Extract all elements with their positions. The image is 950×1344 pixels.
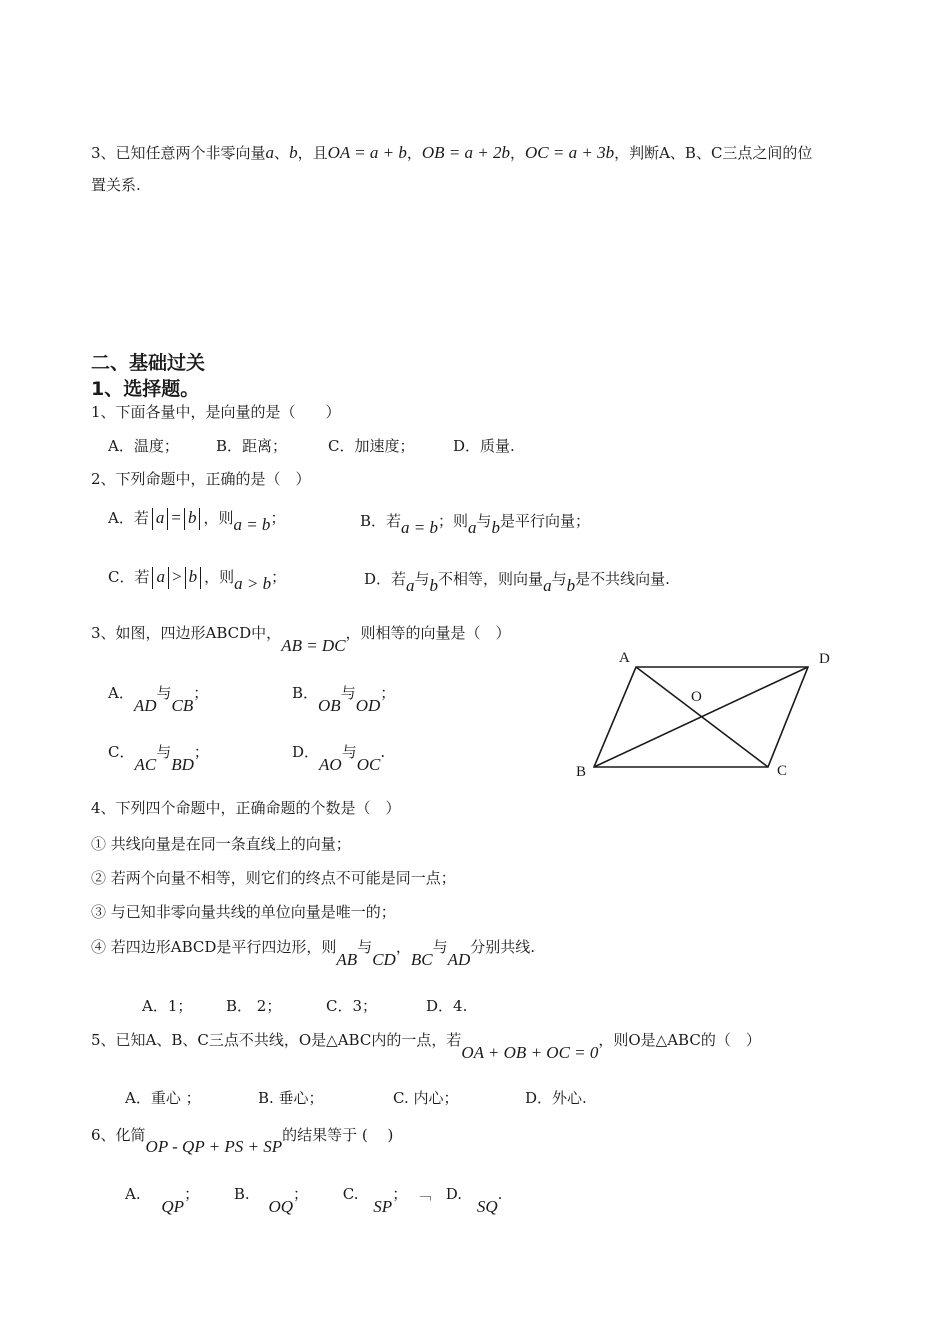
q3-intro-line2: 置关系. [91,176,141,194]
q4-option-d: D．4. [426,997,468,1015]
vector-ob: OB [318,696,341,715]
q3-intro-mid: ，且 [297,144,328,162]
vertex-label-c: C [777,763,788,779]
q4-option-b: B． 2； [226,997,282,1015]
q2-c-pre: C．若 [108,568,150,586]
q3-intro-sep: 、 [274,144,290,162]
q2-c-then: ，则 [204,568,235,586]
q3-intro-prefix: 3、已知任意两个非零向量 [91,144,266,162]
q5-option-b: B. 垂心； [258,1089,324,1107]
q3-a-end: ； [193,684,209,702]
q6-options [125,1183,503,1216]
q2-d-with: 与 [551,570,567,588]
vector-a: a [543,576,552,595]
q2-c-conclusion: a > b [234,574,272,593]
q5-stem-pre: 5、已知A、B、C三点不共线，O是△ABC内的一点，若 [91,1031,462,1049]
q3-option-c [108,741,209,774]
section-title: 二、基础过关 [91,352,206,374]
q4-s4-with: 与 [432,938,448,956]
q2-option-d [364,568,670,595]
q2-b-with: 与 [476,512,492,530]
stray-mark: ﹁ [415,1185,431,1203]
vector-qp: QP [161,1197,185,1216]
q6-b-end: ； [293,1185,309,1203]
q2-a-end: ； [270,509,286,527]
q2-a-conclusion: a = b [233,515,271,534]
vector-oq: OQ [268,1197,293,1216]
q2-a-then: ，则 [203,509,234,527]
vector-a: a [265,143,275,162]
greater-than-sign: > [171,567,182,586]
vector-oc: OC [356,755,381,774]
q6-stem-pre: 6、化简 [91,1126,146,1144]
q2-d-with: 与 [414,570,430,588]
q3-d-with: 与 [341,743,357,761]
q6-stem-expression: OP - QP + PS + SP [145,1137,283,1156]
q1-option-a: A．温度； [108,437,179,455]
q4-s4-end: 分别共线. [470,938,536,956]
vector-sp: SP [373,1197,393,1216]
vector-cd: CD [372,950,396,969]
q2-d-pre: D．若 [364,570,407,588]
vector-b: b [491,518,501,537]
vector-ab: AB [336,950,358,969]
vector-b: b [289,143,298,162]
q3-b-end: ； [380,684,396,702]
q4-s4-with: 与 [357,938,373,956]
q4-statement-1: ① 共线向量是在同一条直线上的向量； [91,835,351,853]
q1-option-d: D．质量. [453,437,515,455]
q6-stem [91,1124,394,1156]
q6-d-end: . [497,1185,503,1203]
q4-statement-4 [91,936,536,969]
oa-expression: OA = a + b [327,143,407,162]
q3-stem [91,622,511,655]
q3-stem-post: ，则相等的向量是（ ） [345,624,511,642]
oc-expression: OC = a + 3b [525,143,615,162]
vector-sq: SQ [476,1197,498,1216]
vector-bc: BC [410,950,433,969]
q3-option-d [292,741,386,774]
vector-ad: AD [447,950,471,969]
vector-od: OD [355,696,381,715]
abs-b: b [187,508,197,527]
q2-b-pre: B．若 [360,512,402,530]
q4-statement-3: ③ 与已知非零向量共线的单位向量是唯一的； [91,903,396,921]
vertex-label-a: A [619,650,630,666]
abs-a: a [155,508,165,527]
ob-expression: OB = a + 2b [421,143,511,162]
vector-b: b [566,576,576,595]
center-label-o: O [691,689,702,705]
q3-stem-pre: 3、如图，四边形ABCD中， [91,624,282,642]
abs-a: a [156,567,165,586]
q3-d-label: D． [292,743,320,761]
vector-ad: AD [133,696,157,715]
q3-intro-comma: ， [406,144,422,162]
q5-stem-expression: OA + OB + OC = 0 [461,1043,599,1062]
q3-stem-expression: AB = DC [281,636,346,655]
q3-intro-line1 [91,142,812,163]
q6-a-label: A. [125,1185,141,1203]
diagonal-bd [594,667,808,767]
q2-option-a [108,507,286,534]
q3-c-end: ； [193,743,209,761]
vertex-label-b: B [576,764,587,780]
vector-a: a [406,576,415,595]
parallelogram-figure [570,645,840,785]
q4-s4-comma: ， [395,938,411,956]
abs-b: b [188,567,198,586]
q4-stem: 4、下列四个命题中，正确命题的个数是（ ） [91,799,401,817]
q3-d-end: . [380,743,386,761]
q3-a-with: 与 [156,684,172,702]
q3-b-label: B． [292,684,319,702]
q3-a-label: A． [108,684,134,702]
q2-option-b [360,510,591,537]
q4-statement-2: ② 若两个向量不相等，则它们的终点不可能是同一点； [91,869,456,887]
q6-stem-post: 的结果等于 ( ) [282,1126,394,1144]
q5-option-c: C. 内心； [393,1089,459,1107]
q4-s4-pre: ④ 若四边形ABCD是平行四边形，则 [91,938,337,956]
vector-a: a [468,518,477,537]
q5-stem-post: ，则O是△ABC的（ ） [598,1031,761,1049]
q5-option-d: D．外心. [525,1089,587,1107]
q2-stem: 2、下列命题中，正确的是（ ） [91,470,311,488]
q3-option-a [108,682,209,715]
q2-option-c [108,566,287,593]
q1-option-c: C．加速度； [328,437,415,455]
q2-b-then: ；则 [438,512,469,530]
q1-option-b: B．距离； [216,437,288,455]
q2-c-end: ； [271,568,287,586]
q6-c-label: C. [342,1185,359,1203]
q5-option-a: A．重心 ； [125,1089,201,1107]
q3-intro-comma: ， [510,144,526,162]
q5-stem [91,1029,761,1062]
vector-ac: AC [134,755,157,774]
q6-c-end: ； [392,1185,408,1203]
q1-stem: 1、下面各量中，是向量的是（ ） [91,403,341,421]
q2-d-mid: 不相等，则向量 [438,570,544,588]
q4-option-c: C．3； [326,997,378,1015]
q3-c-with: 与 [156,743,172,761]
q3-option-b [292,682,396,715]
subsection-title: 1、选择题。 [91,378,200,400]
vector-ao: AO [319,755,342,774]
vertex-label-d: D [819,651,830,667]
q2-a-pre: A．若 [108,509,149,527]
vector-b: b [429,576,439,595]
vector-bd: BD [171,755,194,774]
q3-b-with: 与 [340,684,356,702]
q2-d-end: 是不共线向量. [575,570,670,588]
q3-c-label: C． [108,743,135,761]
q3-intro-suffix: ，判断A、B、C三点之间的位 [614,144,813,162]
q4-option-a: A．1； [142,997,193,1015]
q6-a-end: ； [184,1185,200,1203]
q2-b-condition: a = b [401,518,439,537]
equals-sign: = [171,508,181,527]
q6-d-label: D. [445,1185,463,1203]
q6-b-label: B. [233,1185,250,1203]
q2-b-end: 是平行向量； [500,512,591,530]
vector-cb: CB [171,696,194,715]
